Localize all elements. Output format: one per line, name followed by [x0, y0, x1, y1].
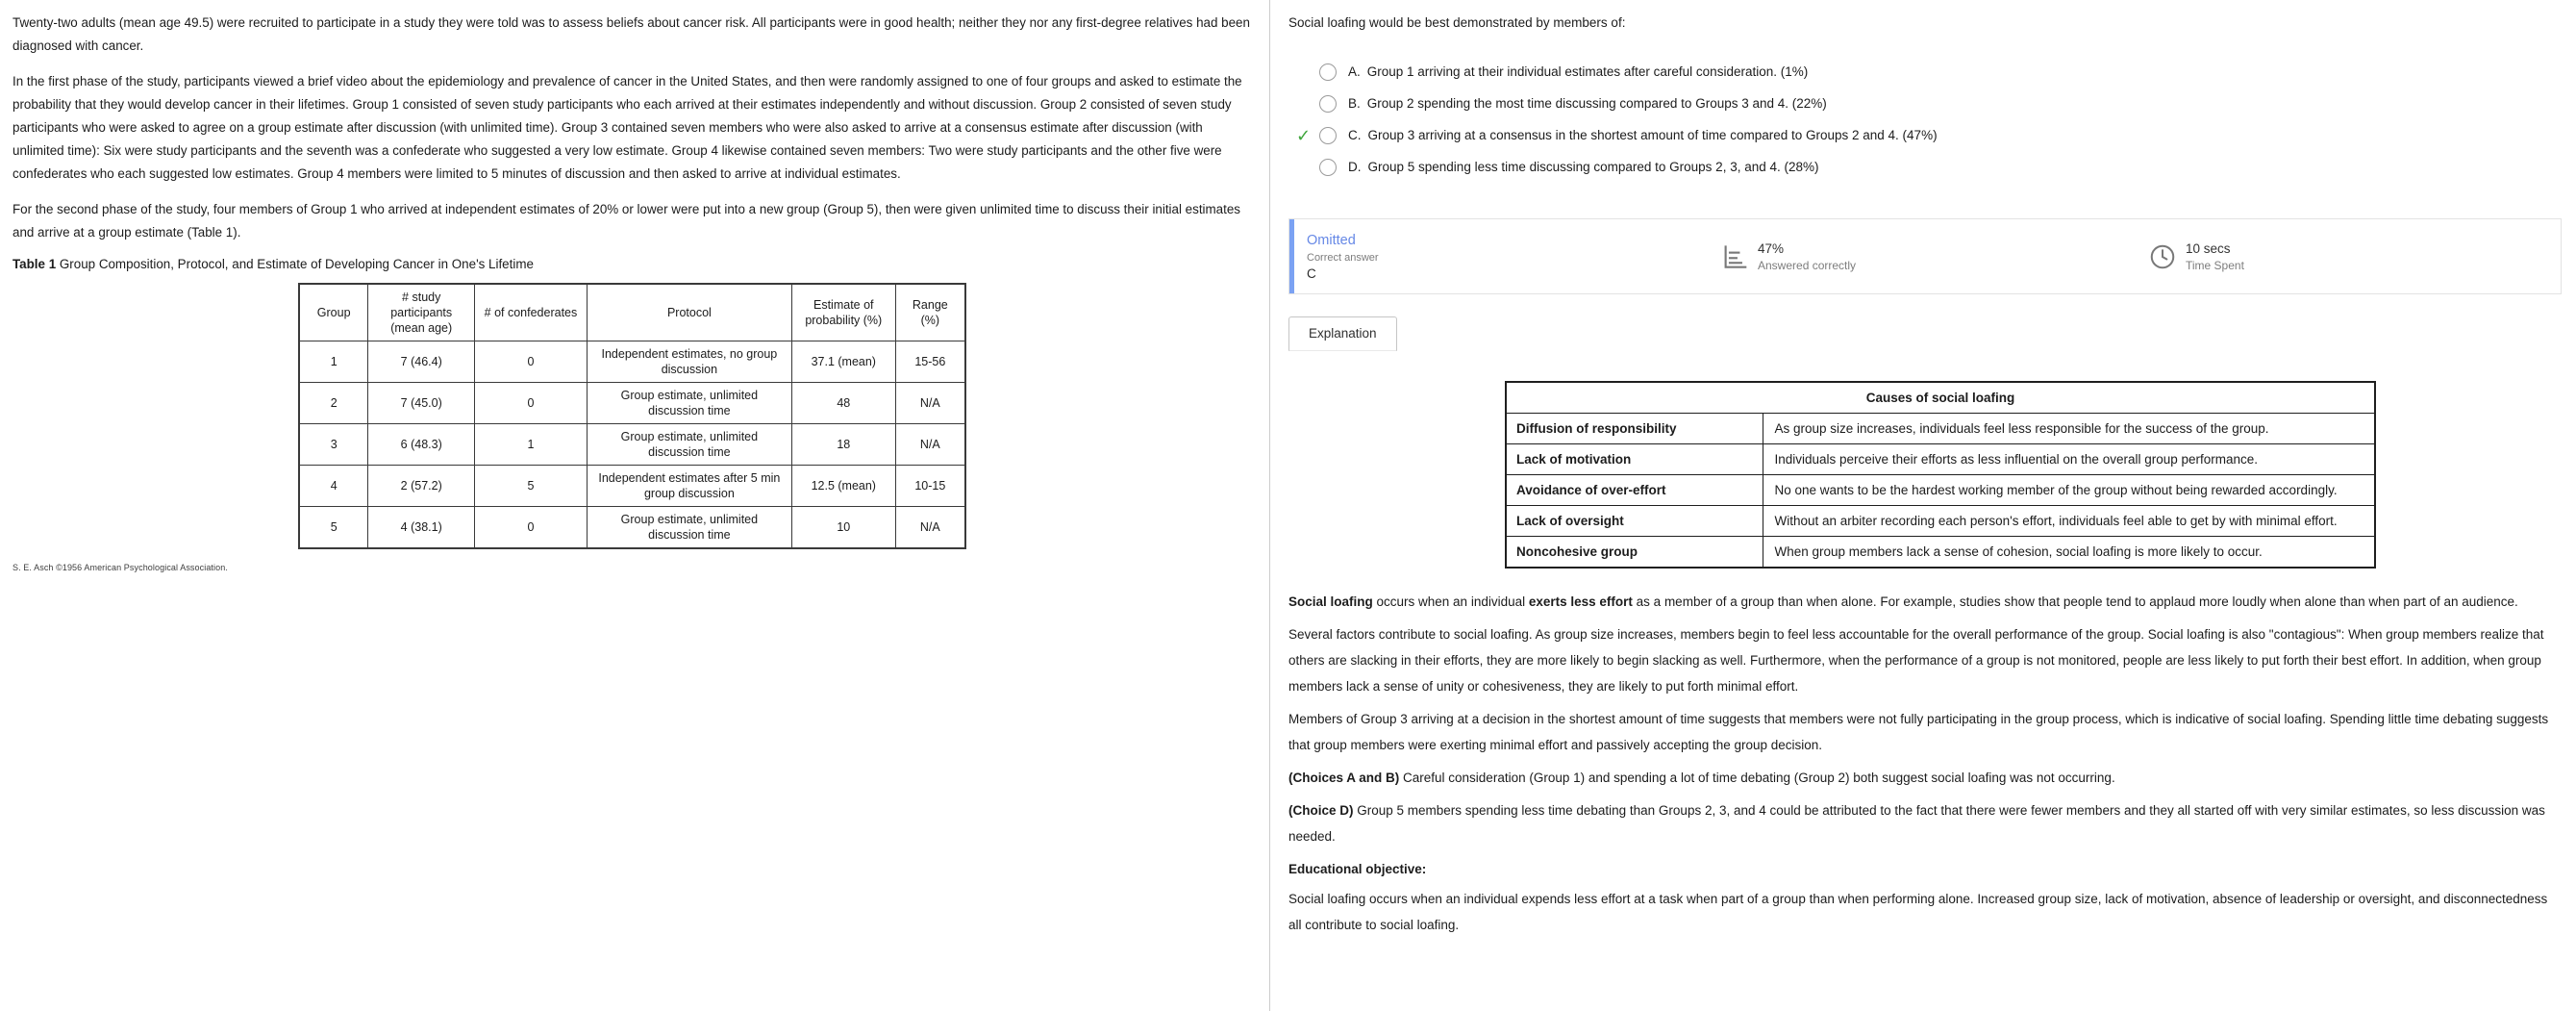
table-row: [299, 507, 965, 549]
table-caption-label: Table 1: [13, 257, 57, 271]
cause-description: No one wants to be the hardest working member of the group without being rewarded accordingly.: [1763, 475, 2375, 506]
table-header-row: [299, 284, 965, 341]
group-composition-table: [298, 283, 966, 549]
column-header: # of confederates: [475, 284, 588, 341]
cell-group: 2: [299, 383, 368, 424]
explanation-paragraph: Several factors contribute to social loafing. As group size increases, members begin to feel less accountable for the overall performance of the group. Social loafing is also "contagious": When group members realize that others are slacking in their efforts, they are more likely to begin slacking as well. Furthermore, when the performance of a group is not monitored, people are less likely to put forth their best effort. In addition, when group members lack a sense of unity or cohesiveness, they are likely to put forth minimal effort.: [1288, 627, 2544, 694]
cell-range: N/A: [895, 383, 965, 424]
passage-paragraph: For the second phase of the study, four members of Group 1 who arrived at independent estimates of 20% or lower were put into a new group (Group 5), then were given unlimited time to discuss their initial estimates and arrive at a group estimate (Table 1).: [13, 202, 1240, 240]
choice-letter: C.: [1348, 128, 1362, 142]
result-summary-card: [1288, 218, 2562, 294]
table-row: [299, 341, 965, 383]
cause-name: Avoidance of over-effort: [1506, 475, 1763, 506]
cell-group: 3: [299, 424, 368, 466]
correct-answer-value: C: [1307, 265, 1316, 281]
causes-table-header-row: [1506, 382, 2375, 414]
explanation-paragraph: Social loafing occurs when an individual exerts less effort as a member of a group than when alone. For example, studies show that people tend to applaud more loudly when alone than when part of an audience.: [1288, 594, 2518, 609]
column-header: Protocol: [587, 284, 791, 341]
choice-text: Group 2 spending the most time discussing compared to Groups 3 and 4. (22%): [1366, 96, 1827, 111]
cell-protocol: Group estimate, unlimited discussion time: [587, 507, 791, 549]
radio-button[interactable]: [1319, 127, 1337, 144]
column-header: Estimate of probability (%): [791, 284, 895, 341]
cell-estimate: 18: [791, 424, 895, 466]
cell-group: 4: [299, 466, 368, 507]
cell-participants: 2 (57.2): [368, 466, 475, 507]
explanation-paragraph: Social loafing occurs when an individual expends less effort at a task when part of a group than when performing alone. Increased group size, lack of motivation, absence of leadership or oversight, and disconnectedness all contribute to social loafing.: [1288, 892, 2548, 932]
passage-paragraph: Twenty-two adults (mean age 49.5) were recruited to participate in a study they were told was to assess beliefs about cancer risk. All participants were in good health; neither they nor any first-degree relatives had been diagnosed with cancer.: [13, 15, 1250, 53]
time-spent-label: Time Spent: [2186, 258, 2244, 272]
cell-group: 5: [299, 507, 368, 549]
cause-description: Individuals perceive their efforts as less influential on the overall group performance.: [1763, 444, 2375, 475]
explanation-paragraph: Members of Group 3 arriving at a decision in the shortest amount of time suggests that members were not fully participating in the group process, which is indicative of social loafing. Spending little time debating suggests that group members were exerting minimal effort and passively accepting the group decision.: [1288, 712, 2549, 752]
causes-of-social-loafing-table: [1505, 381, 2376, 569]
choice-text: Group 3 arriving at a consensus in the shortest amount of time compared to Groups 2 and 4. (47%): [1367, 128, 1938, 142]
causes-table-title: Causes of social loafing: [1506, 382, 2375, 414]
result-status-block: [1289, 233, 1720, 281]
answered-correctly-label: Answered correctly: [1758, 258, 1857, 272]
result-status: Omitted: [1307, 232, 1356, 248]
cell-range: 10-15: [895, 466, 965, 507]
table-caption-text: Group Composition, Protocol, and Estimate of Developing Cancer in One's Lifetime: [56, 257, 534, 271]
answer-choice: [1288, 119, 2562, 151]
source-citation: S. E. Asch ©1956 American Psychological Association.: [13, 563, 228, 572]
causes-table-row: [1506, 444, 2375, 475]
radio-button[interactable]: [1319, 95, 1337, 113]
cell-protocol: Group estimate, unlimited discussion time: [587, 383, 791, 424]
choice-letter: A.: [1348, 64, 1361, 79]
cause-name: Diffusion of responsibility: [1506, 414, 1763, 444]
cell-range: N/A: [895, 424, 965, 466]
cell-participants: 6 (48.3): [368, 424, 475, 466]
table-row: [299, 383, 965, 424]
column-header: # study participants (mean age): [368, 284, 475, 341]
question-panel[interactable]: [1270, 0, 2576, 1011]
cause-description: When group members lack a sense of cohesion, social loafing is more likely to occur.: [1763, 537, 2375, 569]
choice-text: Group 1 arriving at their individual estimates after careful consideration. (1%): [1366, 64, 1809, 79]
cell-estimate: 12.5 (mean): [791, 466, 895, 507]
causes-table-row: [1506, 475, 2375, 506]
cell-participants: 4 (38.1): [368, 507, 475, 549]
cell-estimate: 37.1 (mean): [791, 341, 895, 383]
table-row: [299, 466, 965, 507]
cell-range: 15-56: [895, 341, 965, 383]
cause-description: Without an arbiter recording each person's effort, individuals feel able to get by with minimal effort.: [1763, 506, 2375, 537]
cause-description: As group size increases, individuals feel less responsible for the success of the group.: [1763, 414, 2375, 444]
answered-correctly-block: [1720, 241, 2148, 272]
cell-confederates: 1: [475, 424, 588, 466]
passage-paragraph: In the first phase of the study, participants viewed a brief video about the epidemiology and prevalence of cancer in the United States, and then were randomly assigned to one of four groups and asked to estimate the probability that they would develop cancer in their lifetimes. Group 1 consisted of seven study participants who each arrived at their estimates independently and without discussion. Group 2 consisted of seven study participants who were asked to agree on a group estimate after discussion (with unlimited time). Group 3 contained seven members who were also asked to arrive at a consensus estimate after discussion (with unlimited time): Six were study participants and the seventh was a confederate who suggested a very low estimate. Group 4 likewise contained seven members: Two were study participants and the other five were confederates who each suggested low estimates. Group 4 members were limited to 5 minutes of discussion and then asked to arrive at individual estimates.: [13, 74, 1242, 181]
radio-button[interactable]: [1319, 159, 1337, 176]
time-spent-block: [2148, 241, 2576, 272]
cause-name: Lack of motivation: [1506, 444, 1763, 475]
correct-answer-label: Correct answer: [1307, 251, 1379, 264]
cell-confederates: 5: [475, 466, 588, 507]
passage-panel[interactable]: [0, 0, 1269, 1011]
answer-choice: [1288, 151, 2562, 183]
explanation-body: [1288, 589, 2562, 938]
cell-protocol: Independent estimates after 5 min group discussion: [587, 466, 791, 507]
check-icon: ✓: [1296, 125, 1312, 145]
cell-estimate: 48: [791, 383, 895, 424]
answer-choices: [1288, 56, 2562, 183]
cause-name: Lack of oversight: [1506, 506, 1763, 537]
time-spent-value: 10 secs: [2186, 240, 2231, 256]
clock-icon: [2148, 242, 2177, 271]
cell-confederates: 0: [475, 507, 588, 549]
explanation-paragraph: (Choice D) Group 5 members spending less time debating than Groups 2, 3, and 4 could be attributed to the fact that there were fewer members and they all started off with very similar estimates, so less discussion was needed.: [1288, 803, 2545, 844]
cell-confederates: 0: [475, 341, 588, 383]
causes-table-row: [1506, 537, 2375, 569]
cell-participants: 7 (45.0): [368, 383, 475, 424]
radio-button[interactable]: [1319, 63, 1337, 81]
table-row: [299, 424, 965, 466]
accent-bar: [1289, 219, 1294, 293]
cell-protocol: Group estimate, unlimited discussion time: [587, 424, 791, 466]
column-header: Group: [299, 284, 368, 341]
choice-letter: B.: [1348, 96, 1361, 111]
explanation-paragraph: Educational objective:: [1288, 862, 1427, 876]
cell-group: 1: [299, 341, 368, 383]
cell-confederates: 0: [475, 383, 588, 424]
table-caption: [13, 257, 1250, 271]
cell-participants: 7 (46.4): [368, 341, 475, 383]
causes-table-row: [1506, 414, 2375, 444]
bar-chart-icon: [1720, 242, 1749, 271]
causes-table-row: [1506, 506, 2375, 537]
cause-name: Noncohesive group: [1506, 537, 1763, 569]
answered-correctly-value: 47%: [1758, 240, 1785, 256]
explanation-paragraph: (Choices A and B) Careful consideration (Group 1) and spending a lot of time debating (Group 2) both suggest social loafing was not occurring.: [1288, 771, 2115, 785]
choice-text: Group 5 spending less time discussing compared to Groups 2, 3, and 4. (28%): [1367, 160, 1819, 174]
tab-explanation[interactable]: Explanation: [1288, 316, 1397, 351]
choice-letter: D.: [1348, 160, 1362, 174]
cell-protocol: Independent estimates, no group discussion: [587, 341, 791, 383]
column-header: Range (%): [895, 284, 965, 341]
cell-range: N/A: [895, 507, 965, 549]
cell-estimate: 10: [791, 507, 895, 549]
question-stem: Social loafing would be best demonstrated by members of:: [1288, 15, 1626, 30]
answer-choice: [1288, 56, 2562, 88]
answer-choice: [1288, 88, 2562, 119]
